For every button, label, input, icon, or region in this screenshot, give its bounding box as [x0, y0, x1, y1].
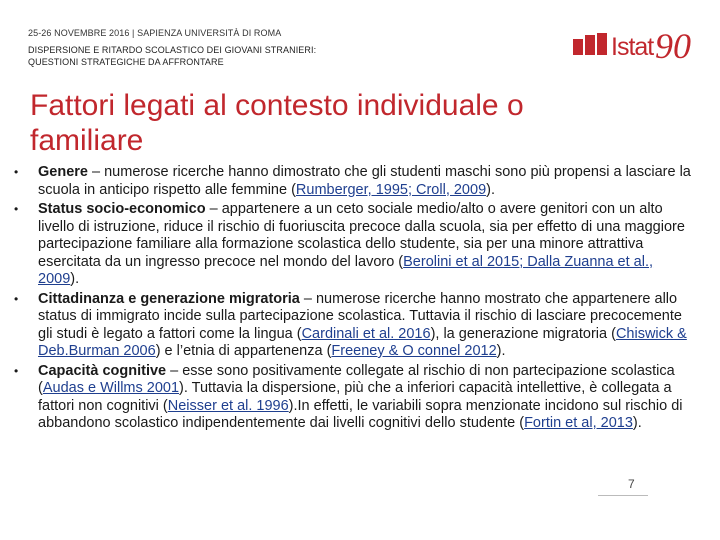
item-text: – numerose ricerche hanno dimostrato che gli studenti maschi sono più propensi a lasciare la scuola in anticipo rispetto alle femmine ( — [38, 164, 691, 198]
bullet-icon: • — [14, 202, 19, 216]
istat-logo-mark-icon — [573, 33, 607, 57]
item-term: Cittadinanza e generazione migratoria — [38, 290, 300, 307]
item-text: – numerose ricerche hanno mostrato che appartenere allo status di immigrato incide sulla partecipazione scolastica. Tuttavia il rischio di lasciare precocemente gli studi è legato a fattori come la lingua ( — [38, 290, 682, 342]
citation-link[interactable]: Cardinali et al. 2016 — [301, 325, 431, 342]
bullet-item-cittadinanza — [14, 291, 694, 361]
page-number-divider — [598, 495, 648, 496]
item-term: Status socio-economico — [38, 201, 206, 217]
item-text: ).In effetti, le variabili sopra menzionate incidono sul rischio di abbandono scolastico indipendentemente dai livelli cognitivi dello studente ( — [38, 397, 683, 431]
event-title-line1: DISPERSIONE E RITARDO SCOLASTICO DEI GIOVANI STRANIERI: — [28, 45, 317, 55]
item-text: ), la generazione migratoria ( — [430, 325, 616, 342]
citation-link[interactable]: Audas e Willms 2001 — [42, 380, 180, 396]
citation-link[interactable]: Rumberger, 1995; Croll, 2009 — [295, 181, 487, 198]
bullet-list — [14, 164, 694, 435]
bullet-item-capacita — [14, 363, 694, 433]
page-number: 7 — [628, 477, 635, 491]
item-text: ) e l’etnia di appartenenza ( — [155, 343, 332, 359]
event-title-line2: QUESTIONI STRATEGICHE DA AFFRONTARE — [28, 57, 224, 67]
item-text: – esse sono positivamente collegate al rischio di non partecipazione scolastica ( — [38, 362, 675, 396]
bullet-item-status — [14, 201, 694, 289]
citation-link[interactable]: Fortin et al, 2013 — [524, 415, 633, 431]
item-text: ). — [496, 343, 506, 359]
citation-link[interactable]: Freeney & O connel 2012 — [331, 343, 497, 359]
event-date-venue: 25-26 NOVEMBRE 2016 | SAPIENZA UNIVERSITÀ DI ROMA — [28, 28, 282, 38]
citation-link[interactable]: Neisser et al. 1996 — [167, 397, 289, 414]
bullet-icon: • — [14, 291, 19, 306]
bullet-item-genere — [14, 164, 694, 199]
citation-link[interactable]: Chiswick & Deb.Burman 2006 — [38, 325, 687, 359]
slide-title: Fattori legati al contesto individuale o familiare — [30, 89, 524, 157]
item-text: – appartenere a un ceto sociale medio/alto o avere genitori con un alto livello di istruzione, riduce il rischio di fuoriuscita precoce dalla scuola, sia per effetto di una maggiore partecipazione familiare alla formazione scolastica dello studente, sia per una minore attrattiva esercitata da un ingresso precoce nel mondo del lavoro ( — [38, 201, 685, 270]
item-text: ). — [70, 271, 80, 287]
item-text: ). — [486, 181, 495, 198]
item-text: ). — [632, 415, 642, 431]
istat-90-logo — [573, 26, 693, 70]
item-text: ). Tuttavia la dispersione, più che a inferiori capacità intellettive, è collegata a fattori non cognitivi ( — [38, 380, 672, 414]
bullet-icon: • — [14, 165, 19, 179]
item-term: Capacità cognitive — [38, 362, 167, 379]
bullet-icon: • — [14, 363, 19, 378]
logo-anniversary-number: 90 — [655, 26, 691, 66]
item-term: Genere — [38, 164, 88, 180]
citation-link[interactable]: Berolini et al 2015; Dalla Zuanna et al., 2009 — [38, 253, 654, 287]
slide-header — [28, 27, 448, 68]
istat-logo-word: Istat — [611, 33, 654, 61]
